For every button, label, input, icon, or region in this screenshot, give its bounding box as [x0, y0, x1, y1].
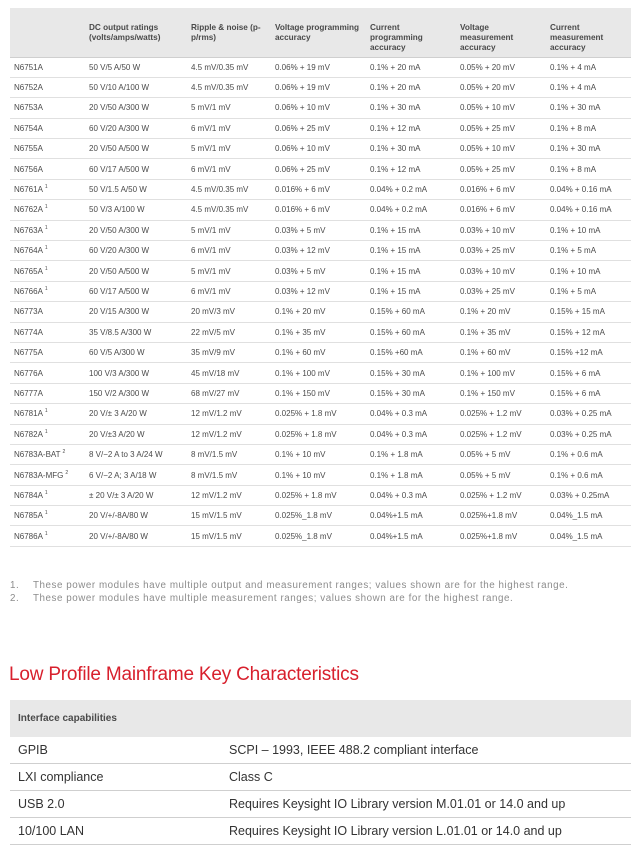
- model-cell: [10, 424, 85, 444]
- model-cell: [10, 383, 85, 403]
- ripple-cell: 5 mV/1 mV: [187, 261, 271, 281]
- characteristic-value: Class C: [229, 770, 273, 784]
- vmeas-cell: 0.1% + 100 mV: [456, 363, 546, 383]
- model-number: N6762A: [14, 205, 43, 215]
- model-number: N6786A: [14, 531, 43, 541]
- imeas-cell: 0.04%_1.5 mA: [546, 506, 631, 526]
- output-cell: 50 V/3 A/100 W: [85, 200, 187, 220]
- output-cell: 20 V/+/-8A/80 W: [85, 526, 187, 546]
- vprog-cell: 0.1% + 100 mV: [271, 363, 366, 383]
- model-number: N6776A: [14, 368, 43, 378]
- output-cell: 20 V/15 A/300 W: [85, 302, 187, 322]
- vmeas-cell: 0.03% + 25 mV: [456, 241, 546, 261]
- output-cell: 6 V/−2 A; 3 A/18 W: [85, 465, 187, 485]
- table-row: [10, 764, 631, 791]
- vprog-cell: 0.1% + 150 mV: [271, 383, 366, 403]
- vmeas-cell: 0.025%+1.8 mV: [456, 506, 546, 526]
- vmeas-cell: 0.025% + 1.2 mV: [456, 424, 546, 444]
- model-cell: [10, 118, 85, 138]
- model-cell: [10, 179, 85, 199]
- vmeas-cell: 0.025% + 1.2 mV: [456, 485, 546, 505]
- output-cell: 20 V/+/-8A/80 W: [85, 506, 187, 526]
- ripple-cell: 4.5 mV/0.35 mV: [187, 200, 271, 220]
- footnote-text: These power modules have multiple output and measurement ranges; values shown are for the highest range.: [33, 580, 569, 591]
- output-cell: 60 V/5 A/300 W: [85, 342, 187, 362]
- iprog-cell: 0.1% + 15 mA: [366, 220, 456, 240]
- characteristic-label: LXI compliance: [18, 770, 104, 784]
- vmeas-cell: 0.025%+1.8 mV: [456, 526, 546, 546]
- vprog-cell: 0.1% + 10 mV: [271, 465, 366, 485]
- model-cell: [10, 77, 85, 97]
- imeas-cell: 0.1% + 4 mA: [546, 57, 631, 77]
- imeas-cell: 0.1% + 30 mA: [546, 98, 631, 118]
- table-row: [10, 404, 631, 424]
- iprog-cell: 0.1% + 20 mA: [366, 77, 456, 97]
- footnote: [10, 593, 635, 606]
- model-cell: [10, 363, 85, 383]
- spec-header-cell: Current measurement accuracy: [546, 8, 631, 57]
- iprog-cell: 0.1% + 15 mA: [366, 261, 456, 281]
- model-number: N6753A: [14, 103, 43, 113]
- spec-table-header-row: [10, 8, 631, 57]
- vprog-cell: 0.03% + 12 mV: [271, 241, 366, 261]
- vmeas-cell: 0.1% + 150 mV: [456, 383, 546, 403]
- table-row: [10, 444, 631, 464]
- iprog-cell: 0.04% + 0.3 mA: [366, 424, 456, 444]
- vmeas-cell: 0.1% + 20 mV: [456, 302, 546, 322]
- footnotes: [10, 580, 635, 605]
- vmeas-cell: 0.016% + 6 mV: [456, 200, 546, 220]
- table-row: [10, 383, 631, 403]
- table-row: [10, 241, 631, 261]
- interface-capabilities-header: Interface capabilities: [10, 700, 631, 737]
- table-row: [10, 485, 631, 505]
- ripple-cell: 12 mV/1.2 mV: [187, 485, 271, 505]
- output-cell: 35 V/8.5 A/300 W: [85, 322, 187, 342]
- vprog-cell: 0.1% + 20 mV: [271, 302, 366, 322]
- model-cell: [10, 322, 85, 342]
- table-row: [10, 342, 631, 362]
- output-cell: 60 V/20 A/300 W: [85, 118, 187, 138]
- iprog-cell: 0.04% + 0.2 mA: [366, 200, 456, 220]
- spec-header-cell: Ripple & noise (p-p/rms): [187, 8, 271, 57]
- vmeas-cell: 0.05% + 25 mV: [456, 159, 546, 179]
- iprog-cell: 0.15% + 30 mA: [366, 383, 456, 403]
- characteristic-label: GPIB: [18, 743, 48, 757]
- vmeas-cell: 0.03% + 25 mV: [456, 281, 546, 301]
- vmeas-cell: 0.05% + 20 mV: [456, 77, 546, 97]
- ripple-cell: 5 mV/1 mV: [187, 139, 271, 159]
- imeas-cell: 0.1% + 30 mA: [546, 139, 631, 159]
- iprog-cell: 0.1% + 15 mA: [366, 281, 456, 301]
- imeas-cell: 0.15% + 12 mA: [546, 322, 631, 342]
- footnote-marker: 1: [44, 489, 48, 496]
- table-row: [10, 465, 631, 485]
- table-row: [10, 139, 631, 159]
- table-row: [10, 98, 631, 118]
- iprog-cell: 0.1% + 12 mA: [366, 118, 456, 138]
- model-cell: [10, 261, 85, 281]
- vmeas-cell: 0.05% + 20 mV: [456, 57, 546, 77]
- model-number: N6763A: [14, 225, 43, 235]
- footnote-number: 1.: [10, 580, 20, 591]
- model-cell: [10, 200, 85, 220]
- iprog-cell: 0.1% + 1.8 mA: [366, 465, 456, 485]
- iprog-cell: 0.1% + 12 mA: [366, 159, 456, 179]
- footnote-marker: 2: [62, 449, 66, 456]
- spec-header-cell: [10, 8, 85, 57]
- model-cell: [10, 342, 85, 362]
- output-cell: 20 V/50 A/500 W: [85, 139, 187, 159]
- vprog-cell: 0.025% + 1.8 mV: [271, 424, 366, 444]
- vmeas-cell: 0.1% + 60 mV: [456, 342, 546, 362]
- characteristic-label: 10/100 LAN: [18, 824, 85, 838]
- output-cell: 50 V/1.5 A/50 W: [85, 179, 187, 199]
- imeas-cell: 0.03% + 0.25mA: [546, 485, 631, 505]
- spec-header-cell: Voltage programming accuracy: [271, 8, 366, 57]
- characteristic-value: Requires Keysight IO Library version L.01.01 or 14.0 and up: [229, 824, 562, 838]
- ripple-cell: 4.5 mV/0.35 mV: [187, 57, 271, 77]
- model-cell: [10, 57, 85, 77]
- imeas-cell: 0.15% + 6 mA: [546, 383, 631, 403]
- ripple-cell: 12 mV/1.2 mV: [187, 424, 271, 444]
- vprog-cell: 0.06% + 19 mV: [271, 57, 366, 77]
- ripple-cell: 4.5 mV/0.35 mV: [187, 179, 271, 199]
- vprog-cell: 0.016% + 6 mV: [271, 179, 366, 199]
- spec-header-cell: Voltage measurement accuracy: [456, 8, 546, 57]
- vprog-cell: 0.06% + 10 mV: [271, 139, 366, 159]
- ripple-cell: 45 mV/18 mV: [187, 363, 271, 383]
- model-number: N6783A-MFG: [14, 470, 64, 480]
- output-cell: 20 V/±3 A/20 W: [85, 424, 187, 444]
- vprog-cell: 0.03% + 5 mV: [271, 261, 366, 281]
- footnote-text: These power modules have multiple measurement ranges; values shown are for the highest range.: [33, 592, 514, 604]
- vprog-cell: 0.1% + 60 mV: [271, 342, 366, 362]
- imeas-cell: 0.1% + 10 mA: [546, 261, 631, 281]
- iprog-cell: 0.1% + 20 mA: [366, 57, 456, 77]
- table-row: [10, 261, 631, 281]
- characteristic-value: Requires Keysight IO Library version M.01.01 or 14.0 and up: [229, 797, 566, 811]
- model-cell: [10, 404, 85, 424]
- vprog-cell: 0.025% + 1.8 mV: [271, 404, 366, 424]
- table-row: [10, 322, 631, 342]
- footnote-marker: 1: [44, 428, 48, 435]
- ripple-cell: 6 mV/1 mV: [187, 159, 271, 179]
- table-row: [10, 220, 631, 240]
- ripple-cell: 35 mV/9 mV: [187, 342, 271, 362]
- vmeas-cell: 0.05% + 10 mV: [456, 139, 546, 159]
- imeas-cell: 0.15% +12 mA: [546, 342, 631, 362]
- vprog-cell: 0.025%_1.8 mV: [271, 526, 366, 546]
- vmeas-cell: 0.05% + 5 mV: [456, 444, 546, 464]
- vprog-cell: 0.06% + 19 mV: [271, 77, 366, 97]
- model-number: N6755A: [14, 144, 43, 154]
- model-cell: [10, 506, 85, 526]
- output-cell: 20 V/50 A/300 W: [85, 220, 187, 240]
- model-number: N6764A: [14, 246, 43, 256]
- model-number: N6752A: [14, 83, 43, 93]
- imeas-cell: 0.1% + 10 mA: [546, 220, 631, 240]
- table-row: [10, 818, 631, 845]
- model-cell: [10, 220, 85, 240]
- model-number: N6754A: [14, 123, 43, 133]
- ripple-cell: 20 mV/3 mV: [187, 302, 271, 322]
- footnote-marker: 1: [44, 265, 48, 272]
- model-number: N6761A: [14, 185, 43, 195]
- model-cell: [10, 485, 85, 505]
- vprog-cell: 0.025%_1.8 mV: [271, 506, 366, 526]
- iprog-cell: 0.04% + 0.3 mA: [366, 485, 456, 505]
- ripple-cell: 8 mV/1.5 mV: [187, 465, 271, 485]
- table-row: [10, 302, 631, 322]
- model-number: N6773A: [14, 307, 43, 317]
- vprog-cell: 0.06% + 25 mV: [271, 118, 366, 138]
- model-number: N6766A: [14, 286, 43, 296]
- vprog-cell: 0.06% + 25 mV: [271, 159, 366, 179]
- table-row: [10, 506, 631, 526]
- ripple-cell: 68 mV/27 mV: [187, 383, 271, 403]
- iprog-cell: 0.04% + 0.2 mA: [366, 179, 456, 199]
- imeas-cell: 0.04% + 0.16 mA: [546, 200, 631, 220]
- footnote-marker: 1: [44, 245, 48, 252]
- characteristic-value: SCPI – 1993, IEEE 488.2 compliant interface: [229, 743, 479, 757]
- vmeas-cell: 0.016% + 6 mV: [456, 179, 546, 199]
- model-number: N6765A: [14, 266, 43, 276]
- footnote: [10, 580, 635, 593]
- iprog-cell: 0.1% + 15 mA: [366, 241, 456, 261]
- table-row: [10, 526, 631, 546]
- model-cell: [10, 281, 85, 301]
- output-cell: 50 V/5 A/50 W: [85, 57, 187, 77]
- vprog-cell: 0.016% + 6 mV: [271, 200, 366, 220]
- table-row: [10, 737, 631, 764]
- model-cell: [10, 465, 85, 485]
- iprog-cell: 0.15% + 60 mA: [366, 302, 456, 322]
- ripple-cell: 4.5 mV/0.35 mV: [187, 77, 271, 97]
- vprog-cell: 0.025% + 1.8 mV: [271, 485, 366, 505]
- vmeas-cell: 0.1% + 35 mV: [456, 322, 546, 342]
- output-cell: ± 20 V/± 3 A/20 W: [85, 485, 187, 505]
- imeas-cell: 0.1% + 8 mA: [546, 159, 631, 179]
- model-number: N6751A: [14, 62, 43, 72]
- vmeas-cell: 0.05% + 25 mV: [456, 118, 546, 138]
- iprog-cell: 0.1% + 30 mA: [366, 98, 456, 118]
- footnote-marker: 1: [44, 510, 48, 517]
- iprog-cell: 0.15% + 30 mA: [366, 363, 456, 383]
- power-module-spec-table: [10, 8, 631, 547]
- model-number: N6781A: [14, 409, 43, 419]
- table-row: [10, 57, 631, 77]
- imeas-cell: 0.1% + 8 mA: [546, 118, 631, 138]
- output-cell: 60 V/17 A/500 W: [85, 281, 187, 301]
- model-number: N6782A: [14, 429, 43, 439]
- footnote-marker: 1: [44, 408, 48, 415]
- model-number: N6774A: [14, 327, 43, 337]
- output-cell: 50 V/10 A/100 W: [85, 77, 187, 97]
- imeas-cell: 0.03% + 0.25 mA: [546, 404, 631, 424]
- vmeas-cell: 0.025% + 1.2 mV: [456, 404, 546, 424]
- key-characteristics-table: [10, 700, 631, 845]
- footnote-marker: 1: [44, 224, 48, 231]
- output-cell: 20 V/50 A/500 W: [85, 261, 187, 281]
- imeas-cell: 0.1% + 5 mA: [546, 281, 631, 301]
- model-cell: [10, 139, 85, 159]
- footnote-marker: 2: [65, 469, 69, 476]
- output-cell: 20 V/50 A/300 W: [85, 98, 187, 118]
- vprog-cell: 0.1% + 10 mV: [271, 444, 366, 464]
- model-number: N6785A: [14, 511, 43, 521]
- vprog-cell: 0.03% + 12 mV: [271, 281, 366, 301]
- imeas-cell: 0.1% + 0.6 mA: [546, 444, 631, 464]
- iprog-cell: 0.15% + 60 mA: [366, 322, 456, 342]
- characteristic-label: USB 2.0: [18, 797, 65, 811]
- table-row: [10, 179, 631, 199]
- iprog-cell: 0.04%+1.5 mA: [366, 506, 456, 526]
- table-row: [10, 159, 631, 179]
- model-number: N6777A: [14, 388, 43, 398]
- imeas-cell: 0.04% + 0.16 mA: [546, 179, 631, 199]
- model-number: N6775A: [14, 348, 43, 358]
- model-cell: [10, 302, 85, 322]
- ripple-cell: 6 mV/1 mV: [187, 241, 271, 261]
- vprog-cell: 0.06% + 10 mV: [271, 98, 366, 118]
- footnote-marker: 1: [44, 204, 48, 211]
- vprog-cell: 0.1% + 35 mV: [271, 322, 366, 342]
- table-row: [10, 77, 631, 97]
- ripple-cell: 5 mV/1 mV: [187, 220, 271, 240]
- ripple-cell: 8 mV/1.5 mV: [187, 444, 271, 464]
- ripple-cell: 5 mV/1 mV: [187, 98, 271, 118]
- vmeas-cell: 0.05% + 5 mV: [456, 465, 546, 485]
- imeas-cell: 0.1% + 5 mA: [546, 241, 631, 261]
- footnote-marker: 1: [44, 530, 48, 537]
- model-number: N6783A-BAT: [14, 450, 61, 460]
- table-row: [10, 791, 631, 818]
- spec-header-cell: DC output ratings (volts/amps/watts): [85, 8, 187, 57]
- output-cell: 60 V/20 A/300 W: [85, 241, 187, 261]
- iprog-cell: 0.15% +60 mA: [366, 342, 456, 362]
- iprog-cell: 0.04% + 0.3 mA: [366, 404, 456, 424]
- imeas-cell: 0.04%_1.5 mA: [546, 526, 631, 546]
- spec-header-cell: Current programming accuracy: [366, 8, 456, 57]
- imeas-cell: 0.1% + 0.6 mA: [546, 465, 631, 485]
- iprog-cell: 0.1% + 1.8 mA: [366, 444, 456, 464]
- footnote-number: 2.: [10, 592, 20, 604]
- table-row: [10, 200, 631, 220]
- output-cell: 100 V/3 A/300 W: [85, 363, 187, 383]
- imeas-cell: 0.03% + 0.25 mA: [546, 424, 631, 444]
- iprog-cell: 0.1% + 30 mA: [366, 139, 456, 159]
- table-row: [10, 118, 631, 138]
- ripple-cell: 15 mV/1.5 mV: [187, 506, 271, 526]
- vmeas-cell: 0.03% + 10 mV: [456, 220, 546, 240]
- footnote-marker: 1: [44, 184, 48, 191]
- imeas-cell: 0.15% + 15 mA: [546, 302, 631, 322]
- table-row: [10, 363, 631, 383]
- ripple-cell: 6 mV/1 mV: [187, 281, 271, 301]
- vprog-cell: 0.03% + 5 mV: [271, 220, 366, 240]
- model-cell: [10, 98, 85, 118]
- output-cell: 60 V/17 A/500 W: [85, 159, 187, 179]
- ripple-cell: 15 mV/1.5 mV: [187, 526, 271, 546]
- model-cell: [10, 241, 85, 261]
- section-title: Low Profile Mainframe Key Characteristics: [9, 664, 359, 685]
- table-row: [10, 281, 631, 301]
- model-cell: [10, 526, 85, 546]
- iprog-cell: 0.04%+1.5 mA: [366, 526, 456, 546]
- model-cell: [10, 444, 85, 464]
- ripple-cell: 22 mV/5 mV: [187, 322, 271, 342]
- output-cell: 8 V/−2 A to 3 A/24 W: [85, 444, 187, 464]
- output-cell: 20 V/± 3 A/20 W: [85, 404, 187, 424]
- model-number: N6756A: [14, 164, 43, 174]
- ripple-cell: 12 mV/1.2 mV: [187, 404, 271, 424]
- vmeas-cell: 0.05% + 10 mV: [456, 98, 546, 118]
- model-number: N6784A: [14, 490, 43, 500]
- table-row: [10, 424, 631, 444]
- vmeas-cell: 0.03% + 10 mV: [456, 261, 546, 281]
- footnote-marker: 1: [44, 285, 48, 292]
- output-cell: 150 V/2 A/300 W: [85, 383, 187, 403]
- imeas-cell: 0.15% + 6 mA: [546, 363, 631, 383]
- ripple-cell: 6 mV/1 mV: [187, 118, 271, 138]
- imeas-cell: 0.1% + 4 mA: [546, 77, 631, 97]
- model-cell: [10, 159, 85, 179]
